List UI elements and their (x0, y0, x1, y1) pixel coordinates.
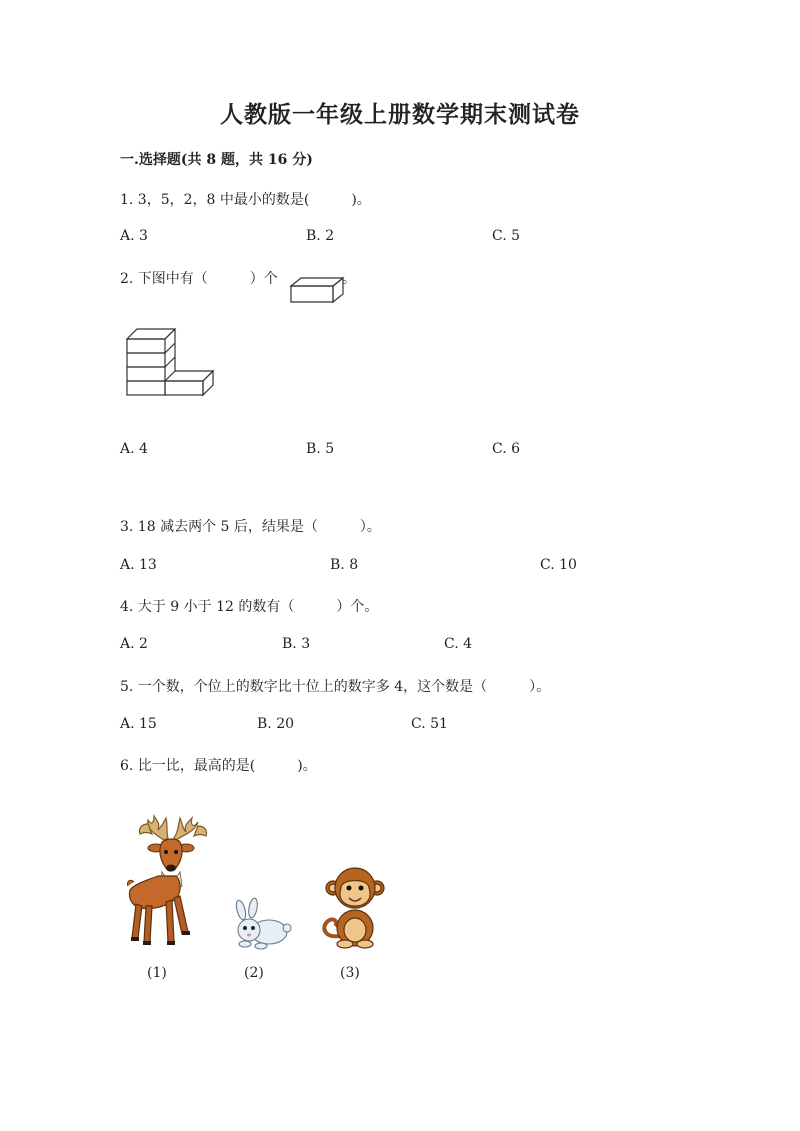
question-6-stem: 6. 比一比，最高的是( )。 (120, 758, 317, 774)
animal-label-2: (2) (244, 965, 264, 981)
question-5-option-a: A. 15 (120, 716, 157, 732)
stacked-blocks-figure (125, 327, 217, 399)
question-4-stem: 4. 大于 9 小于 12 的数有（ ）个。 (120, 599, 379, 615)
question-2-option-b: B. 5 (306, 441, 335, 457)
question-4-option-a: A. 2 (120, 636, 148, 652)
question-3-option-b: B. 8 (330, 557, 359, 573)
question-2-option-a: A. 4 (120, 441, 148, 457)
question-2-option-c: C. 6 (492, 441, 521, 457)
question-2-stem: 2. 下图中有（ ）个 (120, 271, 278, 287)
question-5-option-c: C. 51 (411, 716, 448, 732)
question-3-option-c: C. 10 (540, 557, 577, 573)
question-1-stem: 1. 3，5，2，8 中最小的数是( )。 (120, 192, 371, 208)
animal-label-3: (3) (340, 965, 360, 981)
question-4-option-c: C. 4 (444, 636, 473, 652)
question-3-stem: 3. 18 减去两个 5 后，结果是（ ）。 (120, 519, 381, 535)
cuboid-icon (289, 276, 343, 304)
animal-label-1: (1) (147, 965, 167, 981)
page-title: 人教版一年级上册数学期末测试卷 (220, 101, 580, 128)
monkey-icon (319, 866, 391, 950)
question-5-stem: 5. 一个数，个位上的数字比十位上的数字多 4，这个数是（ ）。 (120, 679, 551, 695)
question-3-option-a: A. 13 (120, 557, 157, 573)
question-5-option-b: B. 20 (257, 716, 295, 732)
question-4-option-b: B. 3 (282, 636, 311, 652)
section-heading: 一.选择题(共 8 题，共 16 分) (120, 152, 313, 168)
question-2-stem-end: 。 (342, 271, 356, 287)
question-1-option-c: C. 5 (492, 228, 521, 244)
deer-icon (124, 814, 218, 952)
question-1-option-b: B. 2 (306, 228, 335, 244)
question-1-option-a: A. 3 (120, 228, 148, 244)
rabbit-icon (231, 900, 291, 952)
